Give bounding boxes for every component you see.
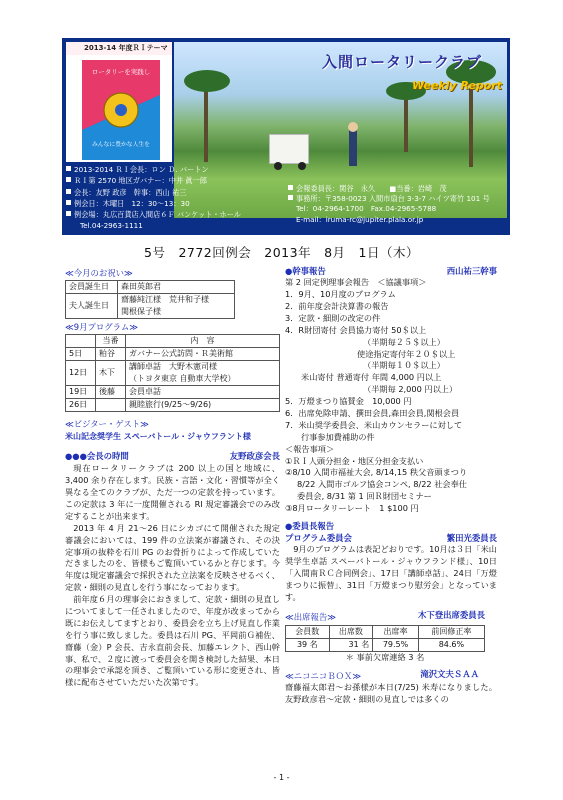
committee-text: 9月のプログラムは表記どおりです。10月は３日「米山奨学生卓話 スペーバトール・ジャウフランド様」、10日「入間南ＲＣ合同例会」、17日「講師卓話」、24日「万燈まつりに振替」、31日「万燈まつり慰労会」となっています。: [285, 544, 497, 602]
attendance-note: ＊ 事前欠席連絡 3 名: [345, 652, 425, 663]
table-header: 出席数: [329, 626, 373, 639]
page-number: - 1 -: [273, 773, 290, 782]
table-row: [66, 348, 280, 361]
secretary-body: [285, 277, 497, 515]
president-paragraph: 前年度６月の理事会におきまして、定款・細則の見直しについてまして一任されましたので、年度が改まってから既にお伝えしてますとおり、委員会を立ち上げ見直し作業を行う事に致しました。委員は石川 PG、平岡前Ｇ補佐、齋藤（金）P 会長、吉永直前会長、加藤エレクト、西山幹事、私で、２度に渡って委員会を開き検討した結果、本日の理事会で承認を頂き、ご覧頂いている形に変更され、皆様に配布させていただいた次第です。: [65, 594, 280, 688]
table-row: [66, 335, 280, 348]
table-header: 前回修正率: [418, 626, 484, 639]
secretary-line: 5．万燈まつり協賛金 10,000 円: [285, 396, 412, 407]
secretary-line: 委員会, 8/31 第 1 回Ｒ財団セミナー: [297, 491, 432, 502]
right-column: [285, 265, 497, 706]
smile-name: 滝沢文夫ＳＡＡ: [420, 668, 479, 679]
table-cell: ガバナー公式訪問・Ｒ美術館: [126, 348, 280, 361]
info-phone-fax: Tel：04-2964-1700 Fax.04-2965-5788: [296, 204, 437, 214]
info-editor: 会報委員長：関谷 永久 ■当番：岩崎 茂: [296, 184, 447, 193]
table-cell: 12日: [66, 361, 96, 386]
ri-theme-box: [66, 42, 172, 162]
table-header: 出席率: [373, 626, 419, 639]
secretary-line: 行事参加費補助の件: [301, 431, 375, 442]
committee-sub-row: [285, 532, 497, 544]
table-cell: 関根保子様: [118, 306, 235, 319]
smile-heading: ≪ニコニコＢＯＸ≫: [285, 670, 362, 681]
info-ri-president: 2013-2014 ＲＩ会長：ロン Ｄ. バートン: [74, 165, 209, 174]
table-cell: （トヨタ東京 自動車大学校）: [126, 373, 280, 386]
secretary-line: 7．米山奨学委員会、米山カウンセラーに対して: [285, 419, 463, 430]
table-row: [66, 281, 235, 294]
secretary-line: 使途指定寄付年２０＄以上: [357, 348, 456, 359]
secretary-line: ＜報告事項＞: [285, 443, 335, 454]
info-governor: ＲＩ第 2570 地区ガバナー：中井 眞一郎: [74, 176, 207, 186]
info-meeting-place: 例会場：丸広百貨店入間店６Ｆ バンケット・ホール: [74, 210, 241, 220]
secretary-line: ②8/10 入間市福祉大会, 8/14,15 秩父音頭まつり: [285, 467, 468, 478]
table-cell: [96, 399, 126, 412]
club-title: 入間ロータリークラブ: [322, 53, 483, 71]
table-row: [66, 294, 235, 307]
smile-text: 齋藤福太郎君～お孫様が本日(7/25) 米寿になりました。友野政彦君～定款・細則の見直しでは多くの: [285, 682, 497, 704]
secretary-line: 8/22 入間市ゴルフ協会コンペ, 8/22 社会奉仕: [297, 479, 467, 490]
president-body: [65, 463, 280, 689]
table-row: [66, 386, 280, 399]
table-row: [66, 399, 280, 412]
committee-name: 繁田光委員長: [446, 533, 497, 544]
attendance-heading-row: [285, 609, 497, 623]
info-officers: 会長：友野 政彦 幹事：西山 祐三: [74, 187, 187, 197]
table-cell: 79.5%: [373, 639, 419, 652]
table-header: 会員数: [286, 626, 330, 639]
table-cell: 31 名: [329, 639, 373, 652]
celebration-heading: ≪今月のお祝い≫: [65, 268, 133, 278]
info-tel: Tel.04-2963-1111: [80, 221, 143, 231]
secretary-line: 米山寄付 普通寄付 年間 4,000 円以上: [301, 372, 442, 383]
table-header: 当番: [96, 335, 126, 348]
table-header: 内 容: [126, 335, 280, 348]
secretary-line: 2．前年度会計決算書の報告: [285, 300, 389, 311]
table-cell: 講師卓話 大野木憲司様: [126, 361, 280, 374]
table-cell: 森田英郎君: [118, 281, 235, 294]
table-cell: 26日: [66, 399, 96, 412]
table-cell: 後藤: [96, 386, 126, 399]
table-header: [66, 335, 96, 348]
celebration-table: [65, 280, 235, 319]
president-heading: ●●●会長の時間: [65, 451, 129, 462]
emblem-top-text: ロータリーを実践し: [91, 68, 151, 76]
newsletter-header: [62, 38, 510, 235]
secretary-line: （半期毎１０＄以上）: [363, 360, 445, 371]
table-cell: 5日: [66, 348, 96, 361]
table-cell: 84.6%: [418, 639, 484, 652]
secretary-line: ①ＲＩ人頭分担金・地区分担金支払い: [285, 455, 424, 466]
weekly-report-title: Weekly Report: [412, 79, 502, 92]
info-email[interactable]: E-mail：iruma-rc@jupiter.plala.or.jp: [296, 214, 424, 224]
table-cell: 39 名: [286, 639, 330, 652]
attendance-name: 木下登出席委員長: [418, 609, 485, 620]
secretary-line: （半期毎２５＄以上）: [363, 336, 445, 347]
table-cell: 親睦旅行(9/25～9/26): [126, 399, 280, 412]
secretary-line: 6．出席免除申請、撰田会員,森田会員,関根会員: [285, 407, 460, 418]
table-cell: 粕谷: [96, 348, 126, 361]
table-cell: 木下: [96, 361, 126, 386]
secretary-line: 第 2 回定例理事会報告 ＜協議事項＞: [285, 277, 427, 288]
table-cell: 会員誕生日: [66, 281, 118, 294]
president-paragraph: 2013 年 4 月 21～26 日にシカゴにて開催された規定審議会においては、199 件の立法案が審議され、その決定事項の抜粋を石川 PG のお骨折りによって作成していただきましたのを、皆様もご覧頂いているかと存じます。今年度は規定審議会で採択された立法案を反映させるべく、定款・細則の見直しを行う事になっております。: [65, 522, 280, 593]
info-meeting-day: 例会日：木曜日 12：30～13：30: [74, 198, 190, 208]
info-office: 事務所：〒358-0023 入間市扇台 3-3-7 ハイツ寄竹 101 号: [296, 194, 490, 204]
secretary-line: 4．R財団寄付 会員協力寄付 50＄以上: [285, 324, 427, 335]
committee-heading: ●委員長報告: [285, 521, 335, 531]
ri-theme-emblem: [82, 60, 160, 160]
table-row: [66, 361, 280, 374]
table-cell: 会員卓話: [126, 386, 280, 399]
president-heading-row: [65, 450, 280, 462]
ri-theme-label: 2013-14 年度ＲＩテーマ: [66, 42, 172, 55]
program-heading: ≪9月プログラム≫: [65, 322, 139, 333]
issue-line: 5号 2772回例会 2013年 8月 1日（木）: [144, 245, 419, 260]
table-row: [286, 639, 485, 652]
attendance-heading: ≪出席報告≫: [285, 611, 337, 622]
visitor-text: 米山記念奨学生 スペーバトール・ジャウフラント様: [65, 431, 251, 441]
secretary-heading-row: [285, 265, 497, 277]
table-row: [286, 626, 485, 639]
table-cell: 齋藤純江様 荒井和子様: [118, 294, 235, 307]
committee-sub: プログラム委員会: [285, 533, 352, 544]
emblem-bottom-text: みんなに豊かな人生を: [92, 142, 150, 148]
visitor-heading: ≪ビジター・ゲスト≫: [65, 419, 149, 430]
attendance-table: [285, 625, 485, 652]
president-name: 友野政彦会長: [229, 451, 280, 462]
table-cell: 夫人誕生日: [66, 294, 118, 319]
club-info-left: [66, 164, 302, 232]
secretary-name: 西山祐三幹事: [446, 266, 497, 276]
secretary-line: ③8月ロータリーレート 1 $100 円: [285, 503, 419, 514]
president-paragraph: 現在ロータリークラブは 200 以上の国と地域に、3,400 余り存在します。民族・言語・文化・習慣等が全く異なる全てのクラブが、ただ一つの定款を持っています。この定款は 3 年に一度開催される RI 規定審議会でのみ改定することが出来ます。: [65, 463, 280, 521]
program-table: [65, 334, 280, 412]
secretary-line: 3．定款・細則の改定の件: [285, 312, 381, 323]
left-column: [65, 265, 280, 689]
secretary-heading: ●幹事報告: [285, 266, 326, 276]
secretary-line: （半期毎 2,000 円以上）: [363, 384, 458, 395]
club-info-right: [288, 184, 510, 225]
smile-heading-row: [285, 668, 497, 682]
secretary-line: 1．9月、10月度のプログラム: [285, 289, 396, 300]
table-cell: 19日: [66, 386, 96, 399]
